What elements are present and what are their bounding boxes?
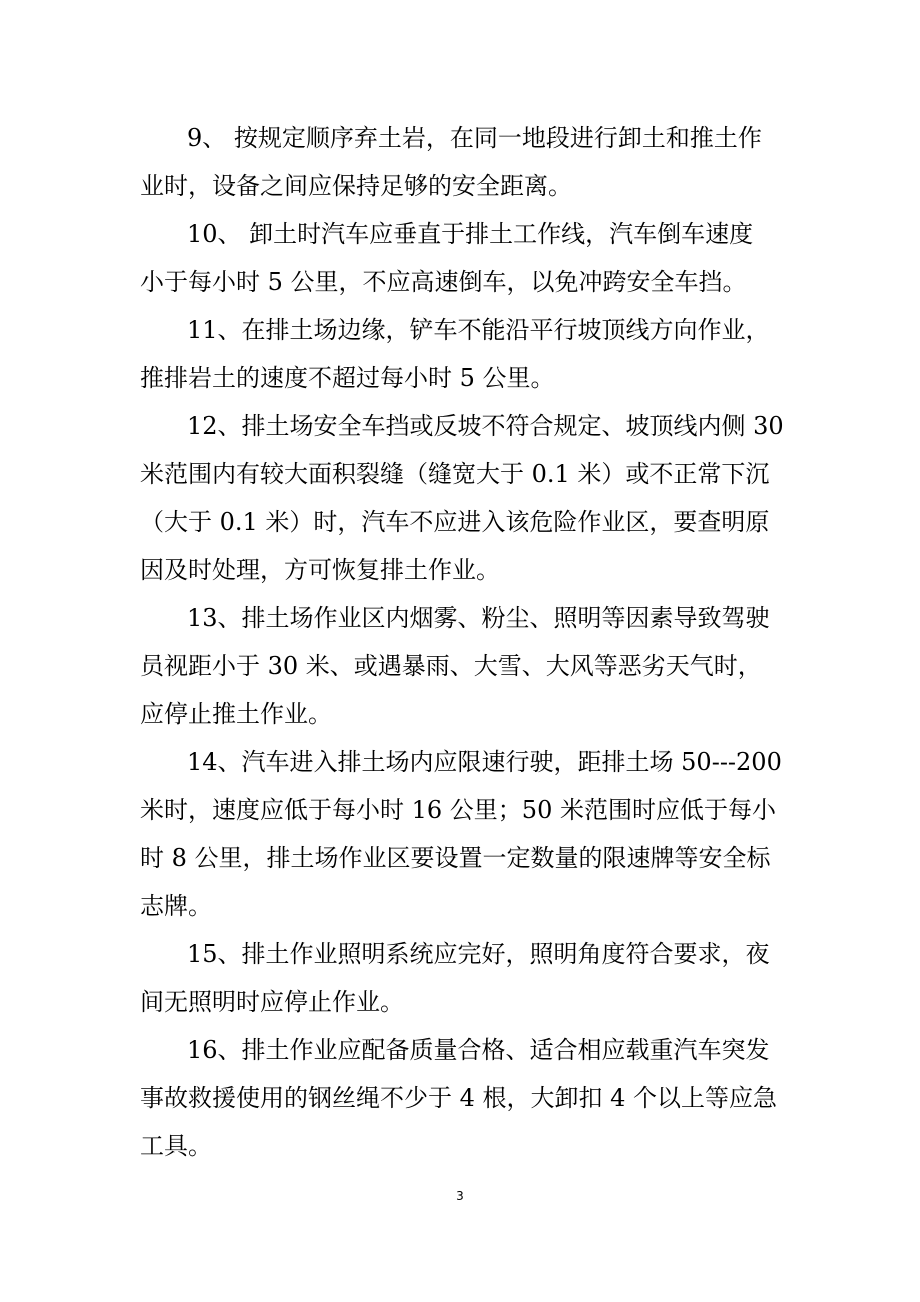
text-line: 志牌。 [140,892,212,920]
text-line: 间无照明时应停止作业。 [140,988,404,1016]
text-line: 9、 按规定顺序弃土岩，在同一地段进行卸土和推土作 [187,124,762,152]
text-line: 11、在排土场边缘，铲车不能沿平行坡顶线方向作业， [187,316,770,344]
text-line: 事故救援使用的钢丝绳不少于 4 根，大卸扣 4 个以上等应急 [140,1084,778,1112]
text-line: 员视距小于 30 米、或遇暴雨、大雪、大风等恶劣天气时， [140,652,762,680]
text-line: 推排岩土的速度不超过每小时 5 公里。 [140,364,555,392]
text-line: 16、排土作业应配备质量合格、适合相应载重汽车突发 [187,1036,770,1064]
text-line: 因及时处理，方可恢复排土作业。 [140,556,500,584]
text-line: 米范围内有较大面积裂缝（缝宽大于 0.1 米）或不正常下沉 [140,460,770,488]
text-line: 工具。 [140,1132,212,1160]
text-line: 15、排土作业照明系统应完好，照明角度符合要求，夜 [187,940,770,968]
text-line: 小于每小时 5 公里，不应高速倒车，以免冲跨安全车挡。 [140,268,747,296]
text-line: 10、 卸土时汽车应垂直于排土工作线，汽车倒车速度 [187,220,754,248]
text-line: （大于 0.1 米）时，汽车不应进入该危险作业区，要查明原 [140,508,770,536]
text-line: 时 8 公里，排土场作业区要设置一定数量的限速牌等安全标 [140,844,771,872]
text-line: 14、汽车进入排土场内应限速行驶，距排土场 50---200 [187,748,782,776]
page-number: 3 [456,1189,464,1203]
text-line: 应停止推土作业。 [140,700,332,728]
text-line: 13、排土场作业区内烟雾、粉尘、照明等因素导致驾驶 [187,604,770,632]
text-line: 12、排土场安全车挡或反坡不符合规定、坡顶线内侧 30 [187,412,784,440]
text-line: 米时，速度应低于每小时 16 公里；50 米范围时应低于每小 [140,796,776,824]
text-line: 业时，设备之间应保持足够的安全距离。 [140,172,572,200]
